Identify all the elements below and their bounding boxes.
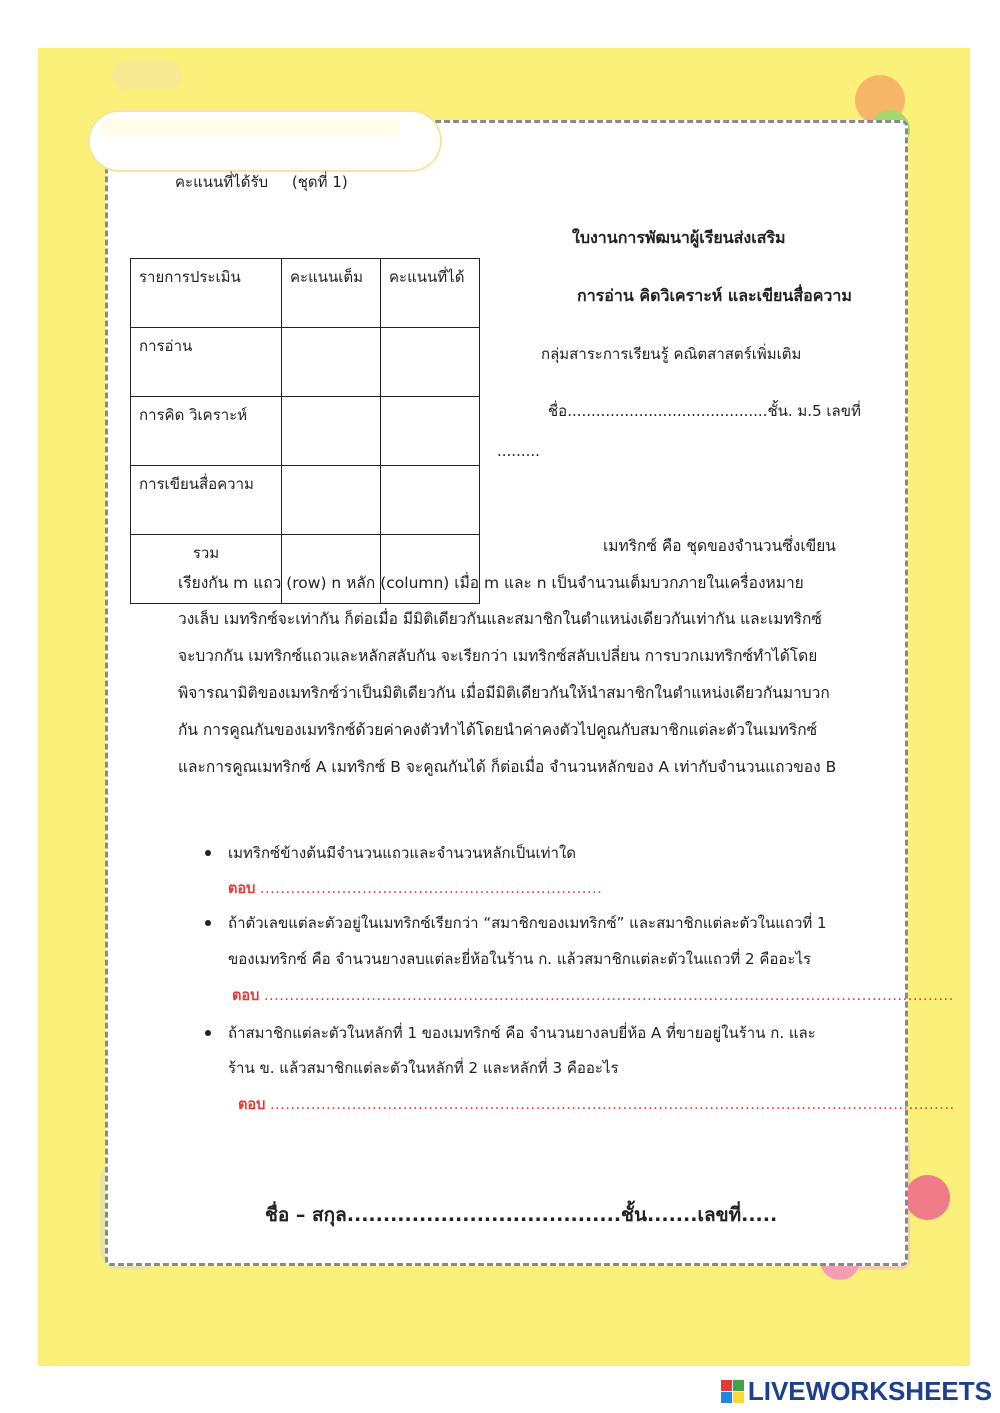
answer-1-field[interactable]: [228, 877, 602, 900]
table-cell-score[interactable]: [381, 397, 480, 466]
bullet-icon: [205, 1030, 211, 1036]
paragraph-line: พิจารณามิติของเมทริกซ์ว่าเป็นมิติเดียวกัน เมื่อมีมิติเดียวกันให้นำสมาชิกในตำแหน่งเดียวกันมาบวก: [178, 684, 830, 702]
worksheet-title-line2: การอ่าน คิดวิเคราะห์ และเขียนสื่อความ: [577, 286, 852, 305]
question-3-line1: ถ้าสมาชิกแต่ละตัวในหลักที่ 1 ของเมทริกซ์ คือ จำนวนยางลบยี่ห้อ A ที่ขายอยู่ในร้าน ก. และ: [228, 1024, 816, 1042]
table-cell-criterion: การอ่าน: [131, 328, 282, 397]
flower-decoration-bottom-right: [905, 1175, 950, 1220]
score-received-label: [175, 170, 348, 194]
corner-label-tab: [90, 112, 440, 170]
answer-2-field[interactable]: [232, 984, 954, 1007]
answer-3-field[interactable]: [238, 1093, 955, 1116]
subject-label: กลุ่มสาระการเรียนรู้ คณิตสาสตร์เพิ่มเติม: [541, 345, 802, 363]
table-header-cell: คะแนนเต็ม: [282, 259, 381, 328]
paragraph-line: กัน การคูณกันของเมทริกซ์ด้วยค่าคงตัวทำได้โดยนำค่าคงตัวไปคูณกับสมาชิกแต่ละตัวในเมทริกซ์: [178, 721, 818, 739]
table-row: [131, 328, 480, 397]
score-received-text: คะแนนที่ได้รับ: [175, 173, 269, 191]
question-2-line2: ของเมทริกซ์ คือ จำนวนยางลบแต่ละยี่ห้อในร้าน ก. แล้วสมาชิกแต่ละตัวในแถวที่ 2 คืออะไร: [228, 950, 812, 968]
set-number-text: (ชุดที่ 1): [291, 173, 348, 191]
table-header-cell: รายการประเมิน: [131, 259, 282, 328]
paragraph-line: วงเล็บ เมทริกซ์จะเท่ากัน ก็ต่อเมื่อ มีมิติเดียวกันและสมาชิกในตำแหน่งเดียวกันเท่ากัน และเมทริกซ์: [178, 610, 822, 628]
table-cell-criterion: การคิด วิเคราะห์: [131, 397, 282, 466]
answer-label: ตอบ: [232, 988, 260, 1004]
table-cell-score[interactable]: [381, 328, 480, 397]
liveworksheets-brand[interactable]: [721, 1376, 992, 1407]
table-header-row: [131, 259, 480, 328]
bee-decoration: [112, 60, 182, 90]
question-2-line1: ถ้าตัวเลขแต่ละตัวอยู่ในเมทริกซ์เรียกว่า “สมาชิกของเมทริกซ์” และสมาชิกแต่ละตัวในแถวที่ 1: [228, 914, 827, 932]
table-cell-full-score[interactable]: [282, 466, 381, 535]
answer-label: ตอบ: [228, 881, 256, 897]
student-name-line: ชื่อ..........................................ชั้น. ม.5 เลขที่: [548, 402, 861, 420]
student-number-blank: .........: [497, 442, 540, 460]
question-1: เมทริกซ์ข้างต้นมีจำนวนแถวและจำนวนหลักเป็นเท่าใด: [228, 844, 577, 862]
table-header-cell: คะแนนที่ได้: [381, 259, 480, 328]
bullet-icon: [205, 920, 211, 926]
paragraph-line: และการคูณเมทริกซ์ A เมทริกซ์ B จะคูณกันได้ ก็ต่อเมื่อ จำนวนหลักของ A เท่ากับจำนวนแถวของ B: [178, 758, 837, 776]
answer-label: ตอบ: [238, 1097, 266, 1113]
table-cell-total: รวม: [131, 535, 282, 604]
question-3-line2: ร้าน ข. แล้วสมาชิกแต่ละตัวในหลักที่ 2 และหลักที่ 3 คืออะไร: [228, 1059, 619, 1077]
paragraph-line: จะบวกกัน เมทริกซ์แถวและหลักสลับกัน จะเรียกว่า เมทริกซ์สลับเปลี่ยน การบวกเมทริกซ์ทำได้โดย: [178, 647, 818, 665]
brand-name: LIVEWORKSHEETS: [747, 1376, 992, 1406]
table-cell-full-score[interactable]: [282, 397, 381, 466]
table-row: [131, 397, 480, 466]
paragraph-line: เรียงกัน m แถว (row) n หลัก (column) เมื่อ m และ n เป็นจำนวนเต็มบวกภายในเครื่องหมาย: [178, 574, 804, 592]
footer-name-line: ชื่อ – สกุล......................................ชั้น.......เลขที่.....: [265, 1204, 778, 1226]
score-table: [130, 258, 480, 604]
table-cell-criterion: การเขียนสื่อความ: [131, 466, 282, 535]
paragraph-line: เมทริกซ์ คือ ชุดของจำนวนซึ่งเขียน: [603, 537, 836, 555]
liveworksheets-logo-icon: [721, 1380, 744, 1403]
table-cell-score[interactable]: [381, 466, 480, 535]
table-row: [131, 466, 480, 535]
answer-blank: ......................................................................................................................................: [269, 1097, 955, 1113]
bullet-icon: [205, 850, 211, 856]
answer-blank: .......................................................................................................................................: [263, 988, 954, 1004]
answer-blank: ...................................................................: [259, 881, 603, 897]
worksheet-title-line1: ใบงานการพัฒนาผู้เรียนส่งเสริม: [572, 228, 786, 247]
table-cell-full-score[interactable]: [282, 328, 381, 397]
